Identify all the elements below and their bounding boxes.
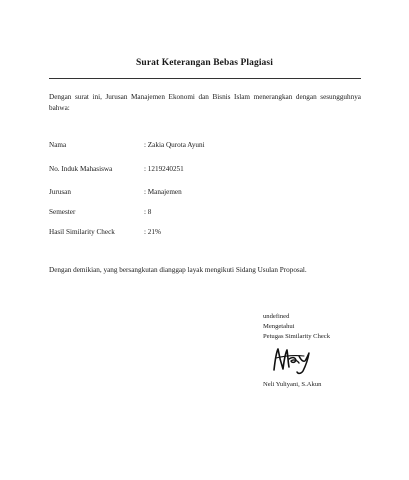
signer-name: Neli Yuliyani, S.Akun bbox=[263, 381, 322, 388]
handwritten-signature bbox=[270, 345, 318, 375]
field-similarity bbox=[49, 227, 361, 237]
field-label: Semester bbox=[49, 208, 76, 216]
signature-block bbox=[263, 312, 330, 342]
signature-line-1: undefined bbox=[263, 313, 290, 320]
field-value: : Zakia Qurota Ayuni bbox=[144, 141, 205, 149]
field-value: : Manajemen bbox=[144, 188, 182, 196]
field-value: : 1219240251 bbox=[144, 165, 184, 173]
title-divider bbox=[49, 78, 361, 79]
field-label: Jurusan bbox=[49, 188, 71, 196]
field-nama bbox=[49, 140, 361, 150]
field-semester bbox=[49, 207, 361, 217]
field-nim bbox=[49, 164, 361, 174]
letter-title: Surat Keterangan Bebas Plagiasi bbox=[136, 58, 273, 68]
field-value: : 21% bbox=[144, 228, 161, 236]
field-label: Nama bbox=[49, 141, 67, 149]
field-label: No. Induk Mahasiswa bbox=[49, 165, 113, 173]
intro-paragraph: Dengan surat ini, Jurusan Manajemen Ekonomi dan Bisnis Islam menerangkan dengan sesungguhnya bahwa: bbox=[49, 93, 361, 112]
signature-line-3: Petugas Similarity Check bbox=[263, 333, 331, 340]
signature-line-2: Mengetahui bbox=[263, 323, 295, 330]
field-label: Hasil Similarity Check bbox=[49, 228, 115, 236]
field-jurusan bbox=[49, 187, 361, 197]
closing-paragraph: Dengan demikian, yang bersangkutan dianggap layak mengikuti Sidang Usulan Proposal. bbox=[49, 266, 307, 274]
field-value: : 8 bbox=[144, 208, 152, 216]
